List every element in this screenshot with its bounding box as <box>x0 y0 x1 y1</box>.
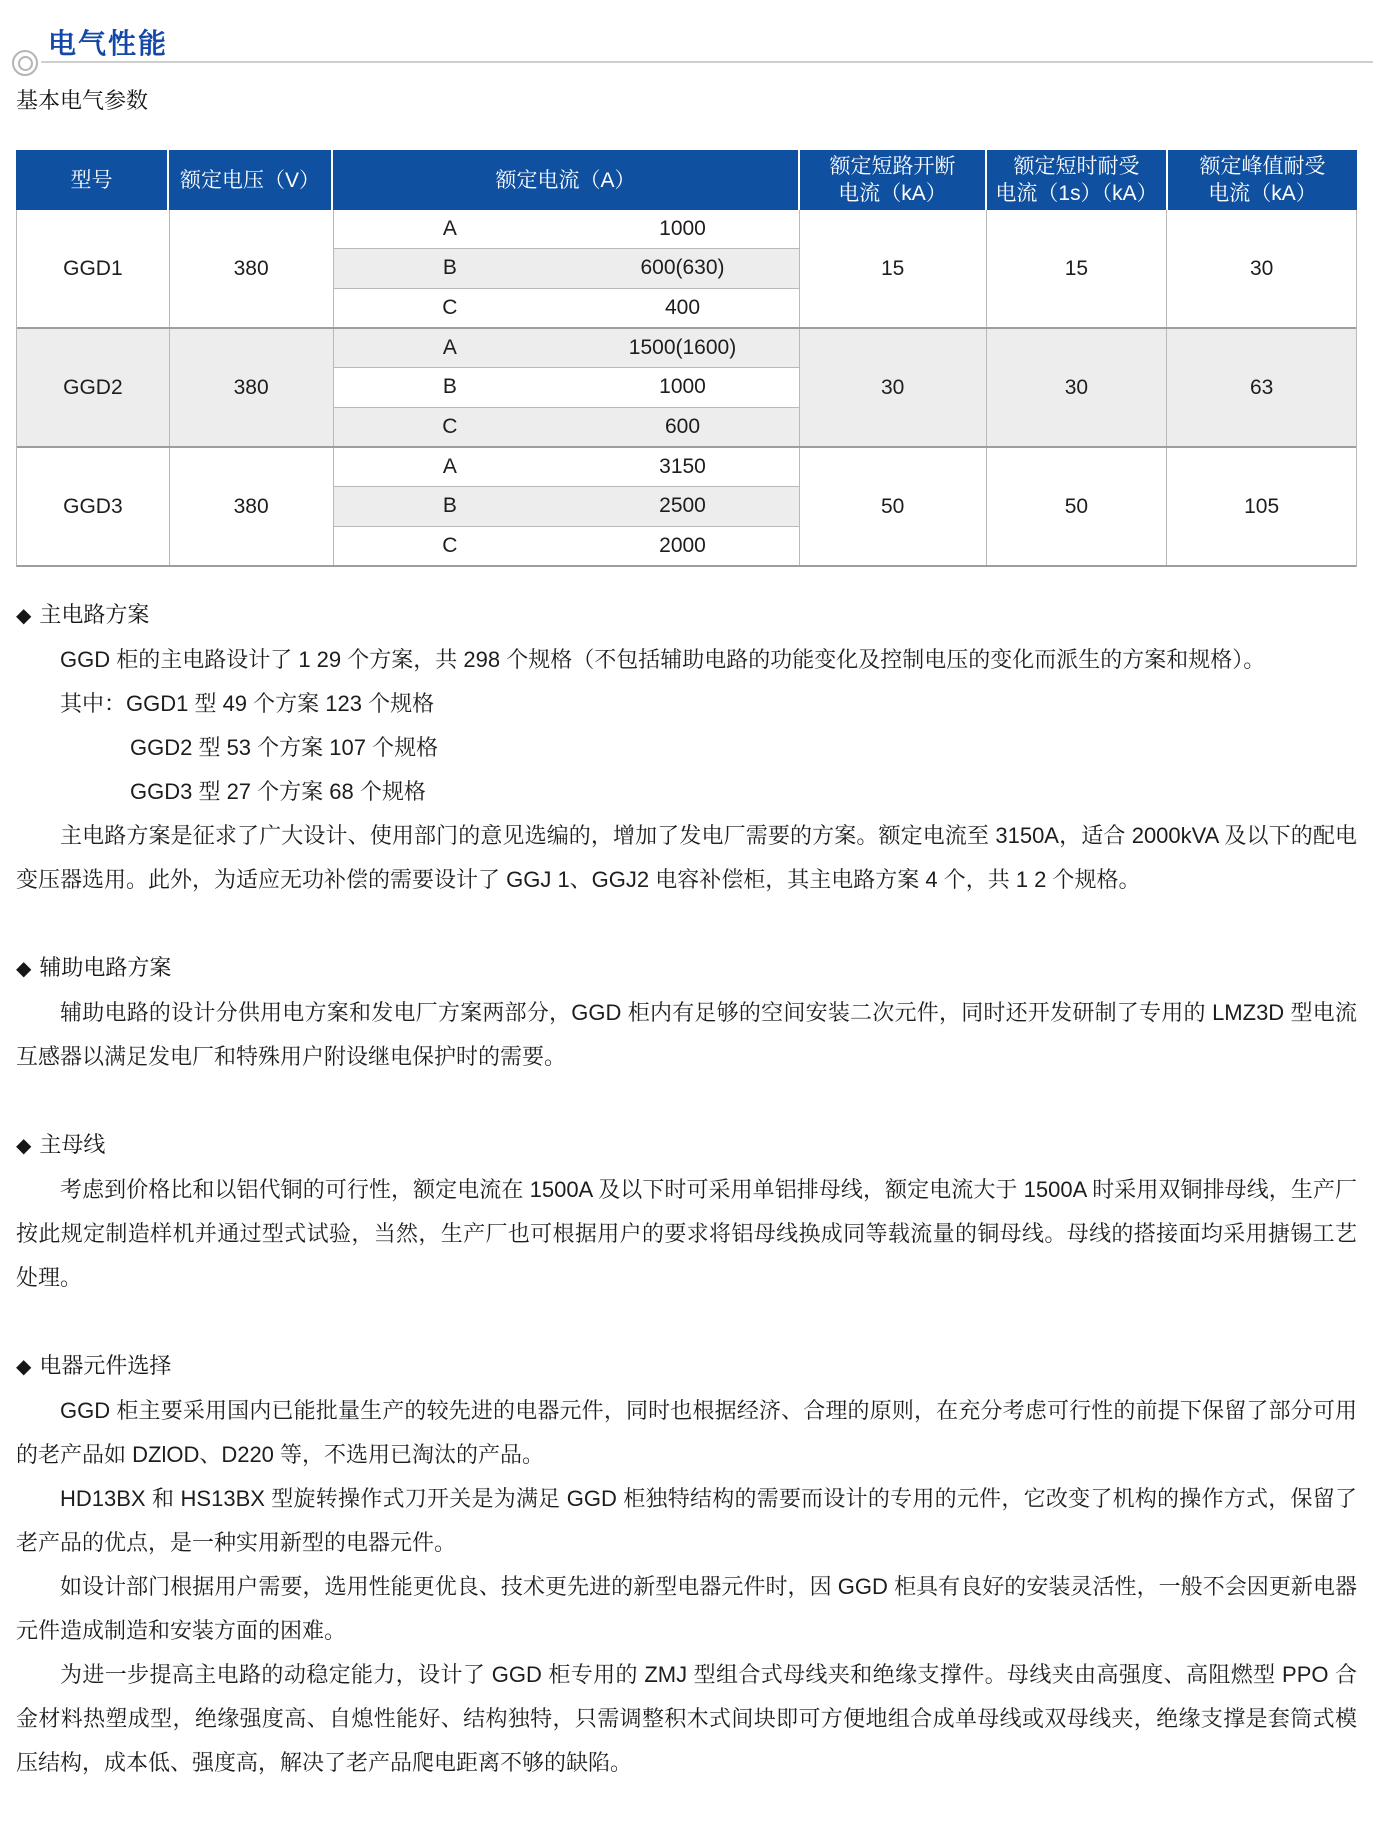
header-label: 额定峰值耐受 <box>1199 155 1326 178</box>
header-label: 额定短时耐受 <box>1013 155 1140 178</box>
current-value: 1000 <box>659 217 706 241</box>
current-letter: C <box>442 295 458 319</box>
peak-current-cell: 30 <box>1167 210 1356 327</box>
paragraph: HD13BX 和 HS13BX 型旋转操作式刀开关是为满足 GGD 柜独特结构的需要而设计的专用的元件，它改变了机构的操作方式，保留了老产品的优点，是一种实用新型的电器元件。 <box>16 1486 1357 1555</box>
current-letter: B <box>442 375 457 399</box>
section-heading <box>16 1344 1357 1389</box>
header-divider-line <box>41 61 1373 63</box>
paragraph: 辅助电路的设计分供用电方案和发电厂方案两部分，GGD 柜内有足够的空间安装二次元件，同时还开发研制了专用的 LMZ3D 型电流互感器以满足发电厂和特殊用户附设继电保护时的需要。 <box>16 1000 1357 1069</box>
current-sub-row <box>334 210 799 248</box>
model-cell: GGD1 <box>17 210 170 327</box>
model-cell: GGD3 <box>17 448 170 565</box>
table-row-block <box>17 446 1356 565</box>
top-header <box>0 0 1373 86</box>
ring-icon <box>12 50 38 76</box>
paragraph: 如设计部门根据用户需要，选用性能更优良、技术更先进的新型电器元件时，因 GGD 柜具有良好的安装灵活性，一般不会因更新电器元件造成制造和安装方面的困难。 <box>16 1574 1357 1643</box>
header-cell-current <box>333 150 800 210</box>
current-letter: C <box>442 533 458 557</box>
current-letter: C <box>442 414 458 438</box>
current-value: 400 <box>664 295 701 319</box>
header-cell-withstand-current <box>987 150 1168 210</box>
header-cell-model <box>16 150 169 210</box>
paragraph: 主电路方案是征求了广大设计、使用部门的意见选编的，增加了发电厂需要的方案。额定电流至 3150A，适合 2000kVA 及以下的配电变压器选用。此外，为适应无功补偿的需要设计了 GGJ 1、GGJ2 电容补偿柜，其主电路方案 4 个，共 1 2 个规格。 <box>16 823 1357 892</box>
paragraph: 考虑到价格比和以铝代铜的可行性，额定电流在 1500A 及以下时可采用单铝排母线，额定电流大于 1500A 时采用双铜排母线，生产厂按此规定制造样机并通过型式试验，当然，生产厂也可根据用户的要求将铝母线换成同等载流量的铜母线。母线的搭接面均采用搪锡工艺处理。 <box>16 1177 1357 1290</box>
current-sub-row <box>334 486 799 525</box>
model-cell: GGD2 <box>17 329 170 446</box>
current-sub-row <box>334 526 799 565</box>
current-value: 2500 <box>659 494 706 518</box>
section <box>16 1123 1357 1300</box>
header-cell-breaking-current <box>800 150 987 210</box>
paragraph: 其中：GGD1 型 49 个方案 123 个规格 <box>60 691 435 716</box>
section-heading <box>16 593 1357 638</box>
section-heading-text: 主母线 <box>39 1132 106 1157</box>
header-label: 电流（kA） <box>1208 182 1317 205</box>
peak-current-cell: 105 <box>1167 448 1356 565</box>
header-label: 型号 <box>70 168 113 192</box>
current-sub-row <box>334 288 799 327</box>
current-column <box>334 210 800 327</box>
section-heading-text: 辅助电路方案 <box>39 955 172 980</box>
paragraph: 为进一步提高主电路的动稳定能力，设计了 GGD 柜专用的 ZMJ 型组合式母线夹和绝缘支撑件。母线夹由高强度、高阻燃型 PPO 合金材料热塑成型，绝缘强度高、自熄性能好、结构独特，只需调整积木式间块即可方便地组合成单母线或双母线夹，绝缘支撑是套筒式模压结构，成本低、强度高，解决了老产品爬电距离不够的缺陷。 <box>16 1662 1357 1775</box>
section-heading <box>16 946 1357 991</box>
section-heading-text: 电器元件选择 <box>39 1353 172 1378</box>
header-label: 额定电流（A） <box>495 168 636 192</box>
page-title: 电气性能 <box>48 28 169 59</box>
table-body <box>16 210 1357 567</box>
section <box>16 1344 1357 1785</box>
table-row-block <box>17 327 1356 446</box>
current-value: 1500(1600) <box>628 336 737 360</box>
diamond-bullet-icon: ◆ <box>16 1356 32 1378</box>
current-value: 3150 <box>659 455 706 479</box>
table-subtitle: 基本电气参数 <box>16 88 149 113</box>
breaking-current-cell: 50 <box>800 448 987 565</box>
section <box>16 593 1357 902</box>
section <box>16 946 1357 1079</box>
current-column <box>334 448 800 565</box>
current-column <box>334 329 800 446</box>
spec-table <box>16 150 1357 567</box>
paragraph: GGD3 型 27 个方案 68 个规格 <box>130 779 426 804</box>
current-sub-row <box>334 248 799 287</box>
current-letter: B <box>442 256 457 280</box>
withstand-current-cell: 50 <box>987 448 1168 565</box>
table-header-row <box>16 150 1357 210</box>
section-heading-text: 主电路方案 <box>39 602 150 627</box>
current-value: 600 <box>664 414 701 438</box>
paragraph: GGD 柜的主电路设计了 1 29 个方案，共 298 个规格（不包括辅助电路的功能变化及控制电压的变化而派生的方案和规格）。 <box>60 647 1266 672</box>
voltage-cell: 380 <box>170 448 334 565</box>
paragraph: GGD 柜主要采用国内已能批量生产的较先进的电器元件，同时也根据经济、合理的原则，在充分考虑可行性的前提下保留了部分可用的老产品如 DZlOD、D220 等，不选用已淘汰的产品。 <box>16 1398 1357 1467</box>
current-letter: A <box>442 336 457 360</box>
current-value: 1000 <box>659 375 706 399</box>
current-value: 600(630) <box>640 256 725 280</box>
diamond-bullet-icon: ◆ <box>16 1135 32 1157</box>
current-sub-row <box>334 329 799 367</box>
current-sub-row <box>334 367 799 406</box>
header-rule-row <box>12 48 1373 78</box>
diamond-bullet-icon: ◆ <box>16 605 32 627</box>
current-letter: B <box>442 494 457 518</box>
current-sub-row <box>334 407 799 446</box>
withstand-current-cell: 15 <box>987 210 1168 327</box>
current-letter: A <box>442 217 457 241</box>
header-label: 额定短路开断 <box>829 155 956 178</box>
header-label: 电流（1s）（kA） <box>995 182 1158 205</box>
peak-current-cell: 63 <box>1167 329 1356 446</box>
voltage-cell: 380 <box>170 210 334 327</box>
header-cell-peak-current <box>1168 150 1357 210</box>
breaking-current-cell: 30 <box>800 329 987 446</box>
breaking-current-cell: 15 <box>800 210 987 327</box>
current-value: 2000 <box>659 533 706 557</box>
current-letter: A <box>442 455 457 479</box>
header-label: 电流（kA） <box>838 182 947 205</box>
paragraph: GGD2 型 53 个方案 107 个规格 <box>130 735 439 760</box>
current-sub-row <box>334 448 799 486</box>
section-heading <box>16 1123 1357 1168</box>
header-cell-voltage <box>169 150 333 210</box>
voltage-cell: 380 <box>170 329 334 446</box>
ring-inner-icon <box>18 56 33 71</box>
header-label: 额定电压（V） <box>179 168 320 192</box>
text-sections <box>16 593 1357 1785</box>
table-row-block <box>17 210 1356 327</box>
diamond-bullet-icon: ◆ <box>16 958 32 980</box>
withstand-current-cell: 30 <box>987 329 1168 446</box>
